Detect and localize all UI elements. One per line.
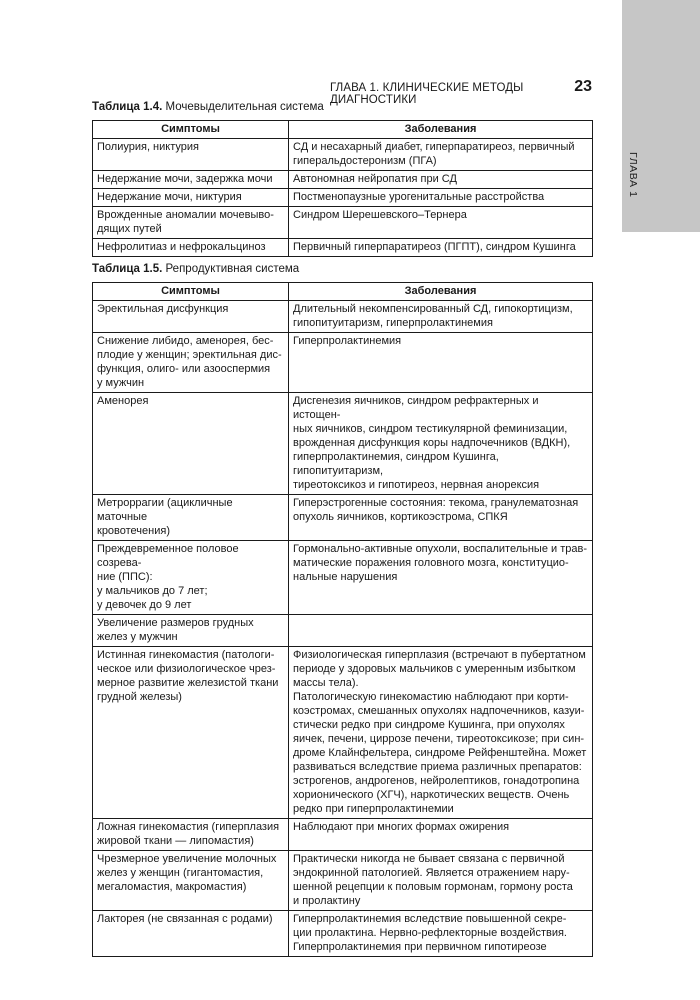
table-1-5-caption xyxy=(92,263,299,275)
disease-cell: Физиологическая гиперплазия (встречают в пубертатном периоде у здоровых мальчиков с умеренным избытком массы тела). Патологическую гинекомастию наблюдают при корти- коэстромах, смешанных опухолях надпочечников, казуи- стически редко при синдроме Кушинга, при опухолях яичек, печени, циррозе печени, тиреотоксикозе; при син- дроме Клайнфельтера, синдроме Рейфенштейна. Может развиваться вследствие приема различных препаратов: эстрогенов, андрогенов, нейролептиков, гонадотропина хорионического (ХГЧ), наркотических веществ. Очень редко при гиперпролактинемии xyxy=(289,647,593,819)
chapter-side-tab-label: ГЛАВА 1 xyxy=(627,152,639,198)
disease-cell: Постменопаузные урогенитальные расстройства xyxy=(289,189,593,207)
header-symptoms: Симптомы xyxy=(93,121,289,139)
symptom-cell: Недержание мочи, никтурия xyxy=(93,189,289,207)
symptom-cell: Аменорея xyxy=(93,393,289,495)
symptom-cell: Снижение либидо, аменорея, бес- плодие у женщин; эректильная дис- функция, олиго- или азооспермия у мужчин xyxy=(93,333,289,393)
header-diseases: Заболевания xyxy=(289,283,593,301)
disease-cell xyxy=(289,615,593,647)
table-1-5-caption-label: Таблица 1.5. xyxy=(92,263,163,275)
disease-cell: Длительный некомпенсированный СД, гипокортицизм, гипопитуитаризм, гиперпролактинемия xyxy=(289,301,593,333)
table-row xyxy=(93,171,593,189)
symptom-cell: Ложная гинекомастия (гиперплазия жировой ткани — липомастия) xyxy=(93,819,289,851)
symptom-cell: Преждевременное половое созрева- ние (ППС): у мальчиков до 7 лет; у девочек до 9 лет xyxy=(93,541,289,615)
table-row xyxy=(93,333,593,393)
disease-cell: Гиперпролактинемия xyxy=(289,333,593,393)
table-1-4-caption-title: Мочевыделительная система xyxy=(165,101,324,113)
symptom-cell: Истинная гинекомастия (патологи- ческое или физиологическое чрез- мерное развитие железистой ткани грудной железы) xyxy=(93,647,289,819)
table-row xyxy=(93,393,593,495)
table-row xyxy=(93,495,593,541)
table-row xyxy=(93,301,593,333)
table-row xyxy=(93,615,593,647)
table-1-4-caption xyxy=(92,101,324,113)
disease-cell: Автономная нейропатия при СД xyxy=(289,171,593,189)
table-row xyxy=(93,911,593,957)
table-1-4 xyxy=(92,120,593,257)
table-row xyxy=(93,819,593,851)
table-row xyxy=(93,189,593,207)
disease-cell: Практически никогда не бывает связана с первичной эндокринной патологией. Является отражением нару- шенной рецепции к половым гормонам, гормону роста и пролактину xyxy=(289,851,593,911)
page-number: 23 xyxy=(574,78,592,95)
disease-cell: Гиперэстрогенные состояния: текома, гранулематозная опухоль яичников, кортикоэстрома, СПКЯ xyxy=(289,495,593,541)
table-1-4-caption-label: Таблица 1.4. xyxy=(92,101,163,113)
table-header-row xyxy=(93,121,593,139)
disease-cell: Гиперпролактинемия вследствие повышенной секре- ции пролактина. Нервно-рефлекторные воздействия. Гиперпролактинемия при первичном гипотиреозе xyxy=(289,911,593,957)
header-diseases: Заболевания xyxy=(289,121,593,139)
table-header-row xyxy=(93,283,593,301)
disease-cell: Гормонально-активные опухоли, воспалительные и трав- матические поражения головного мозга, конституцио- нальные нарушения xyxy=(289,541,593,615)
table-1-5-caption-title: Репродуктивная система xyxy=(165,263,300,275)
symptom-cell: Нефролитиаз и нефрокальциноз xyxy=(93,239,289,257)
table-row xyxy=(93,207,593,239)
symptom-cell: Недержание мочи, задержка мочи xyxy=(93,171,289,189)
symptom-cell: Врожденные аномалии мочевыво- дящих путей xyxy=(93,207,289,239)
symptom-cell: Увеличение размеров грудных желез у мужчин xyxy=(93,615,289,647)
disease-cell: Синдром Шерешевского–Тернера xyxy=(289,207,593,239)
table-row xyxy=(93,139,593,171)
header-symptoms: Симптомы xyxy=(93,283,289,301)
disease-cell: Первичный гиперпаратиреоз (ПГПТ), синдром Кушинга xyxy=(289,239,593,257)
symptom-cell: Полиурия, никтурия xyxy=(93,139,289,171)
table-row xyxy=(93,239,593,257)
table-row xyxy=(93,647,593,819)
disease-cell: Дисгенезия яичников, синдром рефрактерных и истощен- ных яичников, синдром тестикулярной феминизации, врожденная дисфункция коры надпочечников (ВДКН), гиперпролактинемия, синдром Кушинга, гипопитуитаризм, тиреотоксикоз и гипотиреоз, нервная анорексия xyxy=(289,393,593,495)
disease-cell: СД и несахарный диабет, гиперпаратиреоз, первичный гиперальдостеронизм (ПГА) xyxy=(289,139,593,171)
running-header xyxy=(330,78,592,106)
symptom-cell: Эректильная дисфункция xyxy=(93,301,289,333)
table-1-5 xyxy=(92,282,593,957)
chapter-title: ГЛАВА 1. КЛИНИЧЕСКИЕ МЕТОДЫ ДИАГНОСТИКИ xyxy=(330,82,524,106)
symptom-cell: Чрезмерное увеличение молочных желез у женщин (гигантомастия, мегаломастия, макромастия) xyxy=(93,851,289,911)
table-row xyxy=(93,851,593,911)
table-row xyxy=(93,541,593,615)
symptom-cell: Лакторея (не связанная с родами) xyxy=(93,911,289,957)
symptom-cell: Метроррагии (ацикличные маточные кровотечения) xyxy=(93,495,289,541)
disease-cell: Наблюдают при многих формах ожирения xyxy=(289,819,593,851)
